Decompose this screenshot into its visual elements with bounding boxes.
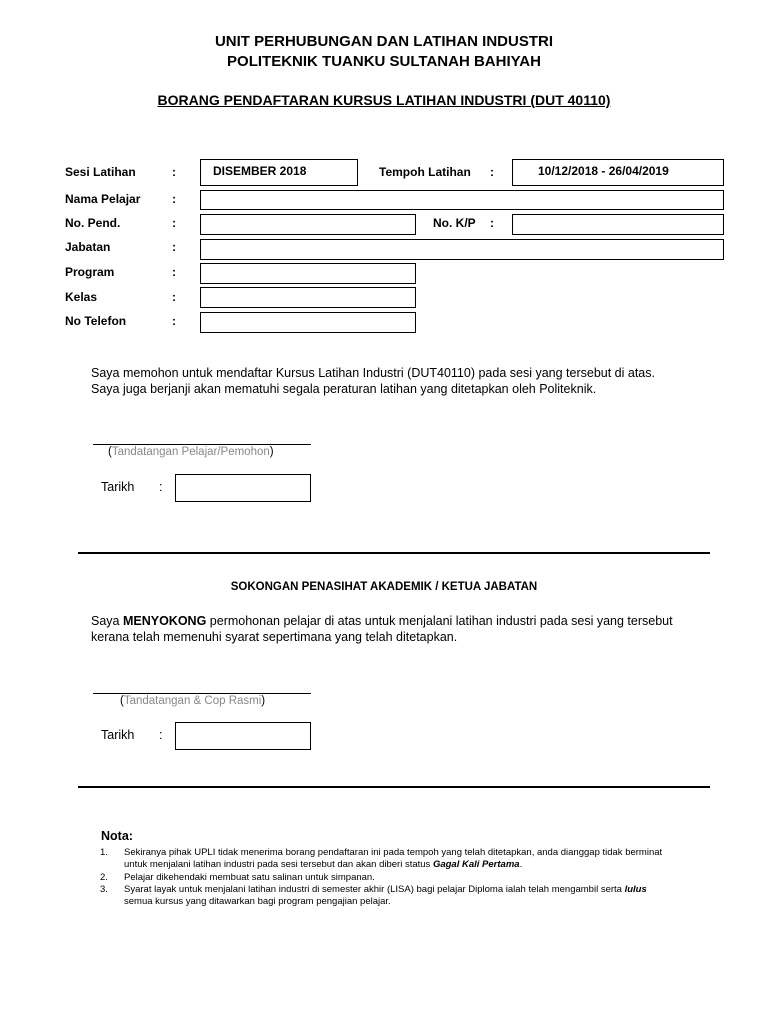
notes-title: Nota: (101, 829, 133, 843)
applicant-statement-line2: Saya juga berjanji akan mematuhi segala peraturan latihan yang ditetapkan oleh Politeknik. (91, 382, 597, 396)
jabatan-label: Jabatan (65, 240, 111, 254)
nama-pelajar-colon: : (172, 192, 176, 206)
no-kp-colon: : (490, 216, 494, 230)
support-signature-line[interactable] (93, 693, 311, 694)
sesi-latihan-colon: : (172, 165, 176, 179)
tempoh-latihan-field[interactable] (512, 159, 724, 186)
no-telefon-colon: : (172, 314, 176, 328)
no-kp-label: No. K/P (433, 216, 476, 230)
support-date-colon: : (159, 728, 163, 742)
no-pend-field[interactable] (200, 214, 416, 235)
note-item-1-text: Sekiranya pihak UPLI tidak menerima borang pendaftaran ini pada tempoh yang telah ditetapkan, anda dianggap tidak berminat untuk menjalani latihan industri pada sesi tersebut dan akan diberi status Gagal Kali Pertama. (124, 847, 663, 870)
jabatan-colon: : (172, 240, 176, 254)
support-statement-line2: kerana telah memenuhi syarat sepertimana yang telah ditetapkan. (91, 630, 458, 644)
note-item-3-text: Syarat layak untuk menjalani latihan industri di semester akhir (LISA) bagi pelajar Diploma ialah telah mengambil serta lulus semua kursus yang ditawarkan bagi program pengajian pelajar. (124, 884, 647, 907)
program-colon: : (172, 265, 176, 279)
program-label: Program (65, 265, 115, 279)
form-title: BORANG PENDAFTARAN KURSUS LATIHAN INDUSTRI (DUT 40110) (157, 92, 611, 108)
support-date-field[interactable] (175, 722, 311, 750)
applicant-statement-line1: Saya memohon untuk mendaftar Kursus Latihan Industri (DUT40110) pada sesi yang tersebut di atas. (91, 366, 655, 380)
applicant-signature-line[interactable] (93, 444, 311, 445)
tempoh-latihan-label: Tempoh Latihan (379, 165, 471, 179)
applicant-date-colon: : (159, 480, 163, 494)
applicant-signature-caption: (Tandatangan Pelajar/Pemohon) (108, 446, 274, 458)
sesi-latihan-label: Sesi Latihan (65, 165, 136, 179)
no-telefon-field[interactable] (200, 312, 416, 333)
support-signature-caption: (Tandatangan & Cop Rasmi) (120, 695, 266, 707)
note-item-1-number: 1. (100, 847, 108, 858)
note-item-3 (100, 884, 730, 910)
kelas-label: Kelas (65, 290, 98, 304)
no-telefon-label: No Telefon (65, 314, 127, 328)
no-kp-field[interactable] (512, 214, 724, 235)
kelas-field[interactable] (200, 287, 416, 308)
note-item-1 (100, 847, 730, 873)
program-field[interactable] (200, 263, 416, 284)
note-item-3-number: 3. (100, 884, 108, 895)
no-pend-colon: : (172, 216, 176, 230)
tempoh-latihan-colon: : (490, 165, 494, 179)
note-item-2-number: 2. (100, 872, 108, 883)
header-unit-title: UNIT PERHUBUNGAN DAN LATIHAN INDUSTRI (214, 33, 554, 50)
tempoh-latihan-value: 10/12/2018 - 26/04/2019 (538, 164, 669, 178)
support-statement-line1: Saya MENYOKONG permohonan pelajar di atas untuk menjalani latihan industri pada sesi yang tersebut (91, 614, 673, 628)
applicant-date-label: Tarikh (101, 480, 135, 494)
no-pend-label: No. Pend. (65, 216, 121, 230)
sesi-latihan-value: DISEMBER 2018 (213, 164, 307, 178)
nama-pelajar-label: Nama Pelajar (65, 192, 141, 206)
sesi-latihan-field[interactable] (200, 159, 358, 186)
note-item-2-text: Pelajar dikehendaki membuat satu salinan untuk simpanan. (124, 872, 375, 883)
support-section-title: SOKONGAN PENASIHAT AKADEMIK / KETUA JABATAN (230, 581, 538, 593)
section-divider-bottom (78, 786, 710, 788)
nama-pelajar-field[interactable] (200, 190, 724, 210)
section-divider-top (78, 552, 710, 554)
header-institution-title: POLITEKNIK TUANKU SULTANAH BAHIYAH (227, 53, 541, 70)
applicant-date-field[interactable] (175, 474, 311, 502)
kelas-colon: : (172, 290, 176, 304)
support-date-label: Tarikh (101, 728, 135, 742)
jabatan-field[interactable] (200, 239, 724, 260)
